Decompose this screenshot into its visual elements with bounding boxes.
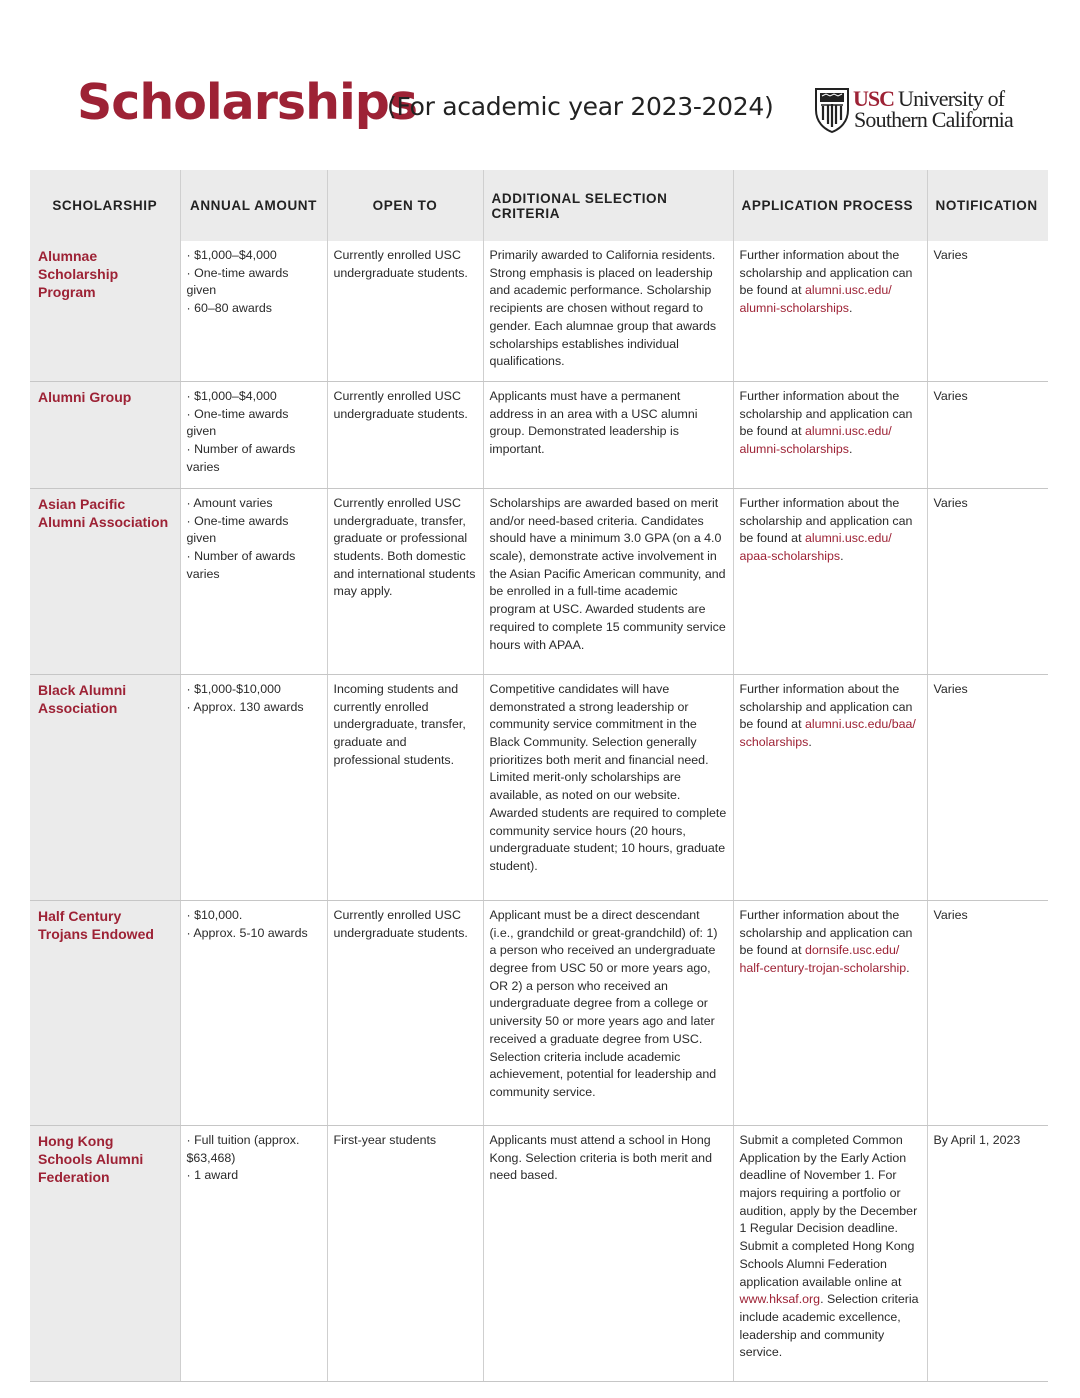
criteria-cell: Applicants must have a permanent address in an area with a USC alumni group. Demonstrated leadership is important. [483, 381, 733, 488]
table-row [30, 674, 1048, 900]
annual-amount-cell [180, 381, 327, 488]
usc-logo [813, 86, 1028, 136]
process-text: Further information about the scholarship and application can be found at [739, 388, 913, 439]
process-text: Further information about the scholarship and application can be found at [739, 907, 913, 958]
amount-item: · Amount varies [187, 495, 321, 513]
process-text: Further information about the scholarship and application can be found at [739, 248, 913, 298]
table-row [30, 1125, 1048, 1381]
logo-line2: Southern California [854, 107, 1013, 132]
page-title: Scholarships [77, 74, 417, 131]
table-row [30, 241, 1048, 381]
table-row [30, 488, 1048, 674]
open-to-cell: Currently enrolled USC undergraduate students. [327, 900, 483, 1125]
col-header-scholarship: SCHOLARSHIP [30, 170, 180, 241]
open-to-cell: First-year students [327, 1125, 483, 1381]
criteria-cell: Applicant must be a direct descendant (i.e., grandchild or great-grandchild) of: 1) a person who received an undergraduate degree from USC 50 or more years ago, OR 2) a person who received an undergraduate degree from a college or university 50 or more years ago and later received a graduate degree from USC. Selection criteria include academic achievement, potential for leadership and community service. [483, 900, 733, 1125]
criteria-cell: Primarily awarded to California residents. Strong emphasis is placed on leadership and academic performance. Scholarship recipients are chosen without regard to gender. Each alumnae group that awards scholarships establishes individual qualifications. [483, 241, 733, 381]
amount-item: · Approx. 130 awards [187, 699, 321, 717]
open-to-cell: Currently enrolled USC undergraduate, transfer, graduate or professional students. Both domestic and international students may apply. [327, 488, 483, 674]
open-to-cell: Incoming students and currently enrolled undergraduate, transfer, graduate and professional students. [327, 674, 483, 900]
col-header-open-to: OPEN TO [327, 170, 483, 241]
open-to-cell: Currently enrolled USC undergraduate students. [327, 241, 483, 381]
scholarship-name: Alumnae Scholarship Program [30, 241, 180, 381]
process-link[interactable]: dornsife.usc.edu/ half-century-trojan-scholarship [739, 943, 907, 976]
table-header-row [30, 170, 1048, 241]
amount-item: · 1 award [187, 1167, 321, 1185]
notification-cell: Varies [927, 674, 1048, 900]
process-text-end: . [849, 301, 853, 316]
process-text: Further information about the scholarship and application can be found at [739, 495, 913, 546]
process-text: Further information about the scholarship and application can be found at [739, 681, 913, 732]
amount-item: · Number of awards varies [187, 548, 321, 583]
table-row [30, 381, 1048, 488]
process-link[interactable]: alumni.usc.edu/ alumni-scholarships [739, 424, 892, 457]
amount-item: · $1,000–$4,000 [187, 388, 321, 406]
logo-usc: USC [853, 86, 895, 111]
annual-amount-cell [180, 1125, 327, 1381]
scholarship-name: Black Alumni Association [30, 674, 180, 900]
criteria-cell: Scholarships are awarded based on merit and/or need-based criteria. Candidates should have a minimum 3.0 GPA (on a 4.0 scale), demonstrate active involvement in the Asian Pacific American community, and be enrolled in a full-time academic program at USC. Awarded students are required to complete 15 community service hours with APAA. [483, 488, 733, 674]
process-text-end: . [840, 549, 844, 564]
annual-amount-cell [180, 241, 327, 381]
process-link[interactable]: alumni.usc.edu/ alumni-scholarships [739, 283, 892, 316]
page-header [0, 0, 1080, 170]
scholarship-name: Asian Pacific Alumni Association [30, 488, 180, 674]
application-process-cell [733, 488, 927, 674]
process-text: Submit a completed Common Application by the Early Action deadline of November 1. For majors requiring a portfolio or audition, apply by the December 1 Regular Decision deadline. Submit a completed Hong Kong Schools Alumni Federation application available online at [739, 1132, 918, 1289]
notification-cell: Varies [927, 381, 1048, 488]
col-header-application-process: APPLICATION PROCESS [733, 170, 927, 241]
application-process-cell [733, 381, 927, 488]
process-link[interactable]: alumni.usc.edu/baa/ scholarships [739, 717, 916, 750]
col-header-criteria: ADDITIONAL SELECTION CRITERIA [483, 170, 733, 241]
notification-cell: By April 1, 2023 [927, 1125, 1048, 1381]
page-subtitle: (For academic year 2023-2024) [387, 92, 774, 121]
criteria-cell: Applicants must attend a school in Hong Kong. Selection criteria is both merit and need based. [483, 1125, 733, 1381]
amount-item: · Full tuition (approx. $63,468) [187, 1132, 321, 1167]
logo-line1: University of [898, 86, 1005, 111]
process-link[interactable]: alumni.usc.edu/ apaa-scholarships [739, 531, 892, 564]
amount-item: · Number of awards varies [187, 441, 321, 476]
table-row [30, 900, 1048, 1125]
notification-cell: Varies [927, 488, 1048, 674]
amount-item: · 60–80 awards [187, 300, 321, 318]
application-process-cell [733, 674, 927, 900]
usc-seal-icon [813, 86, 851, 134]
annual-amount-cell [180, 488, 327, 674]
criteria-cell: Competitive candidates will have demonstrated a strong leadership or community service commitment in the Black Community. Selection generally prioritizes both merit and financial need. Limited merit-only scholarships are available, as noted on our website. Awarded students are required to complete community service hours (20 hours, undergraduate student; 10 hours, graduate student). [483, 674, 733, 900]
amount-item: · $1,000-$10,000 [187, 681, 321, 699]
process-link[interactable]: www.hksaf.org [739, 1292, 821, 1307]
annual-amount-cell [180, 674, 327, 900]
annual-amount-cell [180, 900, 327, 1125]
amount-item: · $10,000. [187, 907, 321, 925]
notification-cell: Varies [927, 241, 1048, 381]
process-text-end: . Selection criteria include academic excellence, leadership and community service. [739, 1292, 919, 1360]
amount-item: · One-time awards given [187, 265, 321, 300]
scholarship-name: Half Century Trojans Endowed [30, 900, 180, 1125]
amount-item: · Approx. 5-10 awards [187, 925, 321, 943]
notification-cell: Varies [927, 900, 1048, 1125]
col-header-annual-amount: ANNUAL AMOUNT [180, 170, 327, 241]
open-to-cell: Currently enrolled USC undergraduate students. [327, 381, 483, 488]
amount-item: · One-time awards given [187, 406, 321, 441]
process-text-end: . [849, 442, 853, 457]
scholarships-table [30, 170, 1048, 1382]
scholarship-name: Hong Kong Schools Alumni Federation [30, 1125, 180, 1381]
scholarship-name: Alumni Group [30, 381, 180, 488]
amount-item: · $1,000–$4,000 [187, 247, 321, 265]
application-process-cell [733, 1125, 927, 1381]
amount-item: · One-time awards given [187, 513, 321, 548]
process-text-end: . [808, 735, 812, 750]
application-process-cell [733, 900, 927, 1125]
col-header-notification: NOTIFICATION [927, 170, 1048, 241]
process-text-end: . [906, 961, 910, 976]
application-process-cell [733, 241, 927, 381]
